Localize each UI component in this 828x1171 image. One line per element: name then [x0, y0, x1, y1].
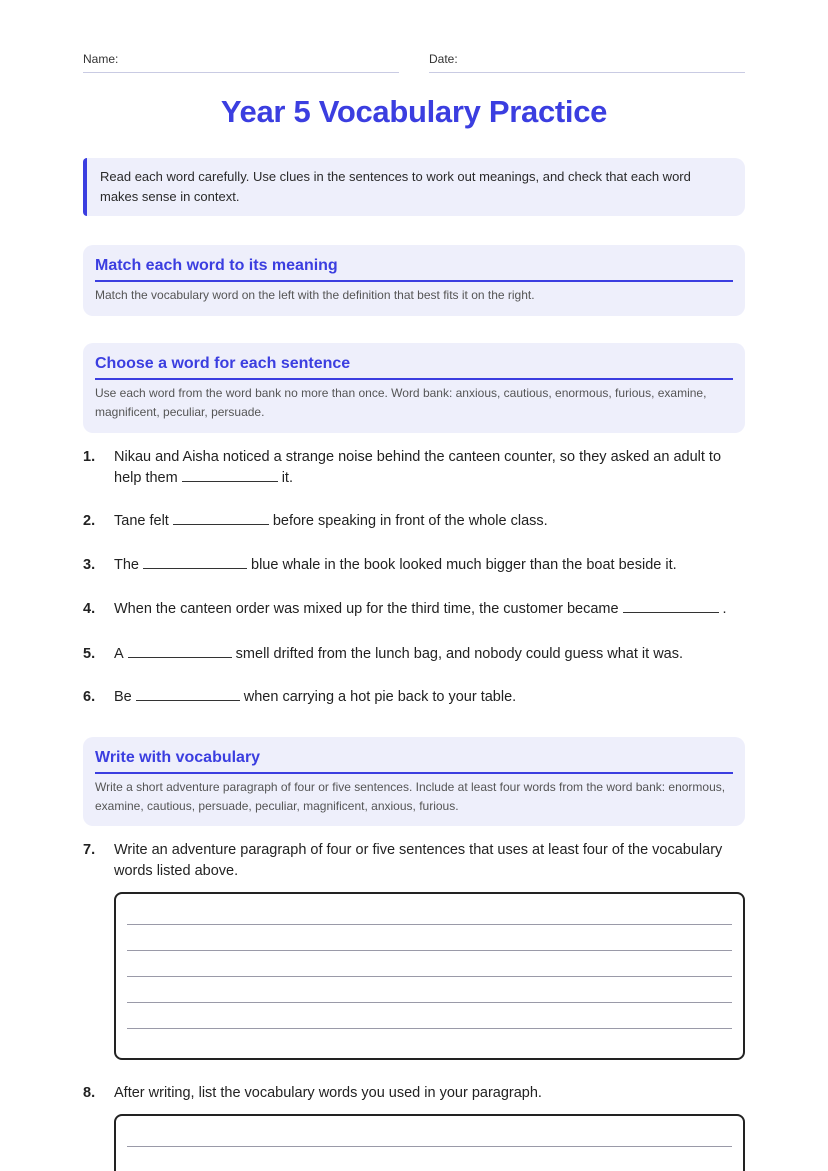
question-number: 3.: [83, 557, 96, 573]
question-text: After writing, list the vocabulary words you used in your paragraph.: [114, 1085, 542, 1101]
answer-blank[interactable]: [182, 468, 278, 482]
writing-line: [127, 1028, 732, 1029]
instructions-callout: Read each word carefully. Use clues in the sentences to work out meanings, and check that each word makes sense in context.: [83, 158, 745, 216]
answer-blank[interactable]: [143, 555, 247, 569]
date-field[interactable]: [429, 52, 745, 73]
question-text: The blue whale in the book looked much bigger than the boat beside it.: [114, 557, 677, 573]
question-5: [83, 644, 745, 665]
section-heading: Choose a word for each sentence: [95, 353, 733, 380]
section-heading: Write with vocabulary: [95, 747, 733, 774]
question-number: 4.: [83, 601, 96, 617]
question-number: 5.: [83, 646, 96, 662]
writing-line: [127, 950, 732, 951]
section-choose-word: [83, 343, 745, 433]
question-3: [83, 555, 745, 576]
question-number: 2.: [83, 513, 96, 529]
word-list-answer-box[interactable]: [114, 1114, 745, 1171]
question-7: [83, 840, 745, 882]
writing-line: [127, 976, 732, 977]
name-label: Name:: [83, 52, 119, 66]
question-text: Write an adventure paragraph of four or five sentences that uses at least four of the vocabulary words listed above.: [114, 842, 723, 879]
answer-blank[interactable]: [623, 599, 719, 613]
section-write-vocabulary: [83, 737, 745, 826]
date-label: Date:: [429, 52, 458, 66]
header-fields: [83, 52, 745, 73]
writing-line: [127, 924, 732, 925]
answer-blank[interactable]: [136, 687, 240, 701]
question-text: When the canteen order was mixed up for the third time, the customer became .: [114, 601, 727, 617]
question-8: [83, 1083, 745, 1104]
writing-line: [127, 1146, 732, 1147]
section-description: Use each word from the word bank no more than once. Word bank: anxious, cautious, enormous, furious, examine, magnificent, peculiar, persuade.: [95, 386, 707, 419]
question-1: [83, 447, 745, 489]
question-text: A smell drifted from the lunch bag, and nobody could guess what it was.: [114, 646, 684, 662]
name-field[interactable]: [83, 52, 399, 73]
question-number: 6.: [83, 689, 96, 705]
section-heading: Match each word to its meaning: [95, 255, 733, 282]
question-text: Be when carrying a hot pie back to your table.: [114, 689, 517, 705]
question-number: 7.: [83, 842, 96, 858]
question-6: [83, 687, 745, 708]
question-number: 8.: [83, 1085, 96, 1101]
question-text: Tane felt before speaking in front of the whole class.: [114, 513, 548, 529]
paragraph-answer-box[interactable]: [114, 892, 745, 1060]
answer-blank[interactable]: [128, 644, 232, 658]
question-2: [83, 511, 745, 532]
section-match: [83, 245, 745, 316]
page-title: Year 5 Vocabulary Practice: [220, 94, 608, 129]
question-4: [83, 599, 745, 620]
question-text: Nikau and Aisha noticed a strange noise behind the canteen counter, so they asked an adult to help them it.: [114, 449, 722, 486]
section-description: Match the vocabulary word on the left with the definition that best fits it on the right.: [95, 288, 535, 302]
section-description: Write a short adventure paragraph of four or five sentences. Include at least four words from the word bank: enormous, examine, cautious, persuade, peculiar, magnificent, anxious, furious.: [95, 780, 726, 813]
answer-blank[interactable]: [173, 511, 269, 525]
question-number: 1.: [83, 449, 96, 465]
writing-line: [127, 1002, 732, 1003]
